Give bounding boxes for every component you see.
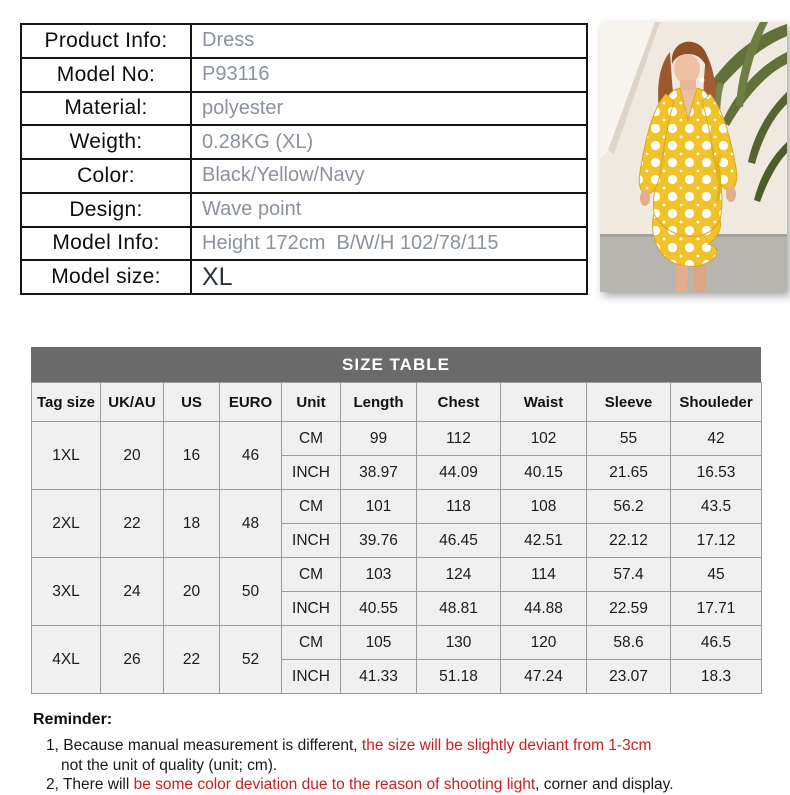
size-cell: 57.4 [587, 558, 671, 592]
product-info-row [22, 25, 586, 57]
reminder-lines [33, 736, 773, 795]
product-info-label: Model size: [22, 261, 192, 293]
size-row-cm [32, 626, 762, 660]
product-info-row [22, 158, 586, 192]
size-table-section [31, 347, 761, 694]
tag-size-cell: 2XL [32, 490, 101, 558]
size-cell: 43.5 [671, 490, 762, 524]
unit-cell: CM [282, 558, 341, 592]
product-info-label: Color: [22, 160, 192, 192]
size-cell: 58.6 [587, 626, 671, 660]
product-info-value: 0.28KG (XL) [202, 130, 314, 153]
size-cell: 130 [417, 626, 501, 660]
size-cell: 105 [341, 626, 417, 660]
reminder-text: , corner and display. [535, 776, 674, 793]
size-cell: 114 [501, 558, 587, 592]
size-cell: 20 [101, 422, 164, 490]
product-photo-illustration [600, 22, 787, 292]
size-column-header: EURO [220, 383, 282, 422]
size-cell: 38.97 [341, 456, 417, 490]
size-cell: 55 [587, 422, 671, 456]
product-info-table [20, 23, 588, 295]
product-info-row [22, 226, 586, 260]
size-column-header: Shouleder [671, 383, 762, 422]
reminder-line [61, 756, 773, 776]
unit-cell: CM [282, 422, 341, 456]
size-row-cm [32, 422, 762, 456]
size-cell: 16.53 [671, 456, 762, 490]
size-table [31, 382, 762, 694]
tag-size-cell: 3XL [32, 558, 101, 626]
product-info-value: XL [202, 262, 233, 291]
size-cell: 48 [220, 490, 282, 558]
size-cell: 17.12 [671, 524, 762, 558]
size-cell: 46.45 [417, 524, 501, 558]
size-cell: 41.33 [341, 660, 417, 694]
product-info-row [22, 91, 586, 125]
reminder-line [46, 775, 773, 795]
product-info-value: Height 172cm B/W/H 102/78/115 [202, 231, 499, 254]
size-cell: 124 [417, 558, 501, 592]
size-cell: 44.09 [417, 456, 501, 490]
size-row-cm [32, 490, 762, 524]
size-column-header: Tag size [32, 383, 101, 422]
size-cell: 18 [164, 490, 220, 558]
size-cell: 102 [501, 422, 587, 456]
product-info-row [22, 192, 586, 226]
size-cell: 120 [501, 626, 587, 660]
size-cell: 39.76 [341, 524, 417, 558]
size-cell: 46.5 [671, 626, 762, 660]
product-info-value: Dress [202, 29, 255, 52]
size-cell: 42 [671, 422, 762, 456]
size-cell: 56.2 [587, 490, 671, 524]
size-cell: 17.71 [671, 592, 762, 626]
size-cell: 18.3 [671, 660, 762, 694]
size-column-header: Unit [282, 383, 341, 422]
unit-cell: INCH [282, 592, 341, 626]
unit-cell: INCH [282, 456, 341, 490]
tag-size-cell: 1XL [32, 422, 101, 490]
product-info-label: Product Info: [22, 25, 192, 57]
size-cell: 101 [341, 490, 417, 524]
size-cell: 23.07 [587, 660, 671, 694]
unit-cell: CM [282, 490, 341, 524]
unit-cell: INCH [282, 660, 341, 694]
product-info-label: Model Info: [22, 228, 192, 260]
size-cell: 40.55 [341, 592, 417, 626]
size-cell: 22 [164, 626, 220, 694]
face [674, 54, 700, 84]
product-info-value: polyester [202, 96, 284, 119]
unit-cell: INCH [282, 524, 341, 558]
size-cell: 22.12 [587, 524, 671, 558]
size-row-cm [32, 558, 762, 592]
product-info-label: Model No: [22, 59, 192, 91]
size-table-body [32, 422, 762, 694]
earring [700, 78, 705, 83]
size-cell: 22 [101, 490, 164, 558]
reminder-text-red: the size will be slightly deviant from 1-3cm [361, 737, 652, 754]
product-photo [600, 22, 787, 292]
size-cell: 45 [671, 558, 762, 592]
hand [726, 186, 736, 202]
product-info-row [22, 259, 586, 293]
size-cell: 112 [417, 422, 501, 456]
size-cell: 40.15 [501, 456, 587, 490]
size-table-title: SIZE TABLE [31, 347, 761, 382]
hand [640, 190, 650, 206]
product-info-label: Weigth: [22, 126, 192, 158]
product-info-label: Design: [22, 194, 192, 226]
size-cell: 51.18 [417, 660, 501, 694]
size-cell: 108 [501, 490, 587, 524]
product-info-value: Black/Yellow/Navy [202, 164, 365, 187]
reminder-section [33, 711, 773, 795]
reminder-text: not the unit of quality (unit; cm). [61, 756, 278, 774]
size-cell: 47.24 [501, 660, 587, 694]
size-column-header: Waist [501, 383, 587, 422]
size-table-header [32, 383, 762, 422]
reminder-line [46, 736, 773, 756]
size-cell: 118 [417, 490, 501, 524]
reminder-text: 2, There will [46, 776, 134, 793]
size-cell: 99 [341, 422, 417, 456]
size-cell: 48.81 [417, 592, 501, 626]
size-cell: 16 [164, 422, 220, 490]
size-cell: 20 [164, 558, 220, 626]
size-cell: 21.65 [587, 456, 671, 490]
size-cell: 44.88 [501, 592, 587, 626]
reminder-text: 1, Because manual measurement is different, [46, 737, 362, 754]
tag-size-cell: 4XL [32, 626, 101, 694]
product-info-row [22, 124, 586, 158]
product-info-row [22, 57, 586, 91]
size-column-header: Chest [417, 383, 501, 422]
product-info-value: Wave point [202, 198, 302, 221]
product-info-value: P93116 [202, 63, 270, 86]
size-cell: 22.59 [587, 592, 671, 626]
size-cell: 103 [341, 558, 417, 592]
size-cell: 52 [220, 626, 282, 694]
size-cell: 50 [220, 558, 282, 626]
reminder-text-red: be some color deviation due to the reason of shooting light [133, 776, 536, 793]
size-cell: 24 [101, 558, 164, 626]
size-column-header: Sleeve [587, 383, 671, 422]
reminder-heading: Reminder: [33, 711, 113, 728]
product-info-label: Material: [22, 93, 192, 125]
size-cell: 26 [101, 626, 164, 694]
size-column-header: US [164, 383, 220, 422]
size-cell: 42.51 [501, 524, 587, 558]
size-column-header: Length [341, 383, 417, 422]
size-column-header: UK/AU [101, 383, 164, 422]
unit-cell: CM [282, 626, 341, 660]
size-cell: 46 [220, 422, 282, 490]
